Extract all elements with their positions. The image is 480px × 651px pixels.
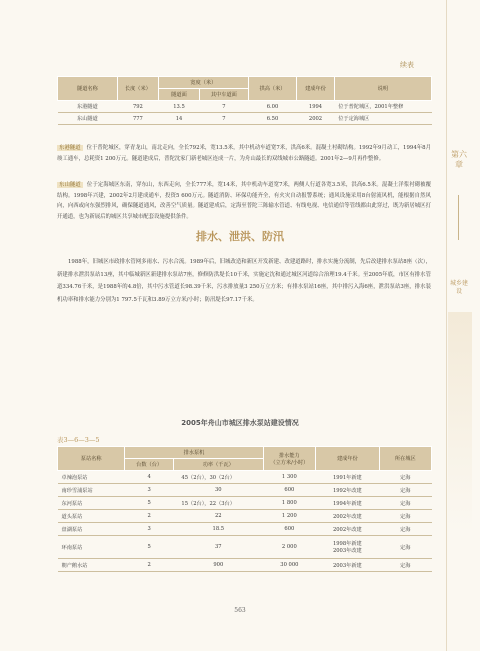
cell-tunnel-road: 14 (158, 113, 199, 125)
cell-power: 30 (173, 484, 263, 497)
table-header-row (58, 77, 432, 89)
table-row (58, 523, 432, 536)
table-row (58, 536, 432, 559)
cell-power: 45（2台），30（2台） (173, 471, 263, 484)
cell-year: 2003年新建 (316, 559, 380, 572)
cell-name: 卓辣泡泵站 (58, 471, 125, 484)
tunnel-table (57, 76, 432, 125)
cell-units: 2 (125, 559, 174, 572)
paragraph-donggang-text: 位于普陀城区，穿青龙山，南北走向，全长792米，宽13.5米，其中机动车道宽7米，洪高6米。混凝土衬砌结构。1992年9月动工，1994年8月竣工通车，总耗资1 200万元。隧道建成后，普陀沈家门新老城区连成一片，为舟山最长的双线城市公路隧道。2001年2—9月再作整修。 (57, 145, 431, 162)
col-header-arch-height: 拱高（米） (248, 77, 297, 101)
cell-power: 22 (173, 510, 263, 523)
cell-tunnel-road: 13.5 (158, 101, 199, 113)
cell-power: 900 (173, 559, 263, 572)
cell-capacity: 1 800 (263, 497, 315, 510)
table-row (58, 101, 432, 113)
cell-capacity: 1 200 (263, 510, 315, 523)
cell-year: 1991年新建 (316, 471, 380, 484)
cell-power: 18.5 (173, 523, 263, 536)
sidebar-divider (446, 0, 447, 651)
table-row (58, 484, 432, 497)
col-header-name: 泵站名称 (58, 447, 125, 471)
cell-district: 定海 (379, 484, 431, 497)
page-number: 563 (234, 607, 246, 614)
table-row (58, 559, 432, 572)
col-header-district: 所在城区 (379, 447, 431, 471)
table-row (58, 510, 432, 523)
col-header-pumps: 排水泵机 (125, 447, 263, 459)
table2-title: 2005年舟山市城区排水泵站建设情况 (181, 419, 299, 427)
cell-units: 3 (125, 523, 174, 536)
cell-name: 环南泵站 (58, 536, 125, 559)
cell-year: 2002年改建 (316, 523, 380, 536)
cell-district: 定海 (379, 523, 431, 536)
cell-year: 2002 (297, 113, 334, 125)
col-header-units: 台数（台） (125, 459, 174, 471)
cell-units: 5 (125, 536, 174, 559)
sidebar-decoration (448, 312, 472, 532)
highlight-donggang: 东港隧道 (59, 145, 81, 151)
sidebar-section: 城乡建设 (450, 280, 469, 295)
cell-year: 1992年改建 (316, 484, 380, 497)
cell-notes: 位于普陀城区，2001年整修 (334, 101, 431, 113)
col-header-power: 功率（千瓦） (173, 459, 263, 471)
col-header-year: 建成年份 (316, 447, 380, 471)
col-header-name: 隧道名称 (58, 77, 118, 101)
cell-district: 定海 (379, 559, 431, 572)
cell-name: 东港隧道 (58, 101, 118, 113)
cell-name: 南珍雪浦泵站 (58, 484, 125, 497)
col-header-motorway: 其中车道面 (200, 89, 249, 101)
cell-units: 5 (125, 497, 174, 510)
cell-length: 792 (117, 101, 158, 113)
col-header-year: 建成年份 (297, 77, 334, 101)
cell-power: 37 (173, 536, 263, 559)
section-title: 排水、泄洪、防汛 (196, 230, 284, 243)
cell-district: 定海 (379, 497, 431, 510)
cell-capacity: 1 300 (263, 471, 315, 484)
paragraph-dongshan (57, 180, 431, 222)
cell-arch-height: 6.50 (248, 113, 297, 125)
col-header-width: 宽度（米） (158, 77, 248, 89)
pump-station-table (57, 446, 432, 572)
cell-length: 777 (117, 113, 158, 125)
table-row (58, 471, 432, 484)
cell-name: 东河泵站 (58, 497, 125, 510)
cell-year: 1998年新建 2003年改建 (316, 536, 380, 559)
table-row (58, 497, 432, 510)
paragraph-drainage: 1988年，旧城区市政排水管网多雨水、污水合流。1989年后，旧城改造和新区开发新建、改建道路时，排水实施分流制，先后改建排水泵站8座（次），新建排水泄洪泵站13座，其中临城新区新建排水泵站7座，修修防洪堤长10千米，实施定沈和通过城区河道综合治理19.4千米。至2005年底，市区有排水管道334.76千米，是1988年的4.8倍，其中污水管道长98.39千米，污水排放量3 250万立方米；有排水泵站16座，其中排污入海6座，泄洪泵站3座，排水装机功率和排水能力分别为1 797.5千瓦和3.89万立方米/小时；防汛堤长97.17千米。 (57, 259, 431, 303)
cell-name: 朝产鹅水站 (58, 559, 125, 572)
col-header-length: 长度（米） (117, 77, 158, 101)
sidebar-chapter: 第六章 (451, 150, 467, 169)
cell-units: 3 (125, 484, 174, 497)
cell-capacity: 600 (263, 523, 315, 536)
highlight-dongshan: 东山隧道 (59, 182, 81, 188)
cell-notes: 位于定海城区 (334, 113, 431, 125)
col-header-capacity (263, 447, 315, 471)
cell-year: 2002年改建 (316, 510, 380, 523)
cell-name: 东山隧道 (58, 113, 118, 125)
cell-district: 定海 (379, 510, 431, 523)
cell-motorway: 7 (200, 113, 249, 125)
cell-power: 15（2台），22（3台） (173, 497, 263, 510)
col-header-tunnel-road: 隧道面 (158, 89, 199, 101)
cell-capacity: 2 000 (263, 536, 315, 559)
cell-capacity: 30 000 (263, 559, 315, 572)
cell-units: 2 (125, 510, 174, 523)
paragraph-dongshan-text: 位于定海城区东南，穿东山，东西走向，全长777米，宽14米，其中机动车道宽7米，两侧人行道各宽3.5米，洪高6.5米。混凝土洋浆衬砌被覆结构。1998年兴建，2002年2月建成通车，投资5 600万元。隧道消防、环保功能齐全，有火灾自动报警系统；通风设施采用8台射流风机，能根据自然风向，向西或向东强烈排风，确保隧道通风，改善空气质量。隧道建成后，定海至普陀三陈输水管道、有线电视、电信通信等管线都由此穿过，既为新居城区打开通道，也为新展后的城区共享城市配套设施提供条件。 (57, 182, 431, 220)
continued-label: 续表 (400, 61, 414, 69)
col-header-notes: 说明 (334, 77, 431, 101)
capacity-line1: 排水能力 (278, 452, 300, 459)
cell-year: 1994 (297, 101, 334, 113)
cell-units: 4 (125, 471, 174, 484)
cell-name: 道头泵站 (58, 510, 125, 523)
table2-label: 表3—6—3—5 (57, 436, 100, 444)
cell-motorway: 7 (200, 101, 249, 113)
cell-capacity: 600 (263, 484, 315, 497)
cell-year: 1994年新建 (316, 497, 380, 510)
paragraph-donggang (57, 143, 431, 165)
sidebar-line (458, 195, 459, 240)
table-header-row (58, 447, 432, 459)
cell-name: 盘湖泵站 (58, 523, 125, 536)
capacity-line2: （立方米/小时） (270, 459, 309, 466)
table-row (58, 113, 432, 125)
cell-district: 定海 (379, 471, 431, 484)
cell-district: 定海 (379, 536, 431, 559)
cell-arch-height: 6.00 (248, 101, 297, 113)
